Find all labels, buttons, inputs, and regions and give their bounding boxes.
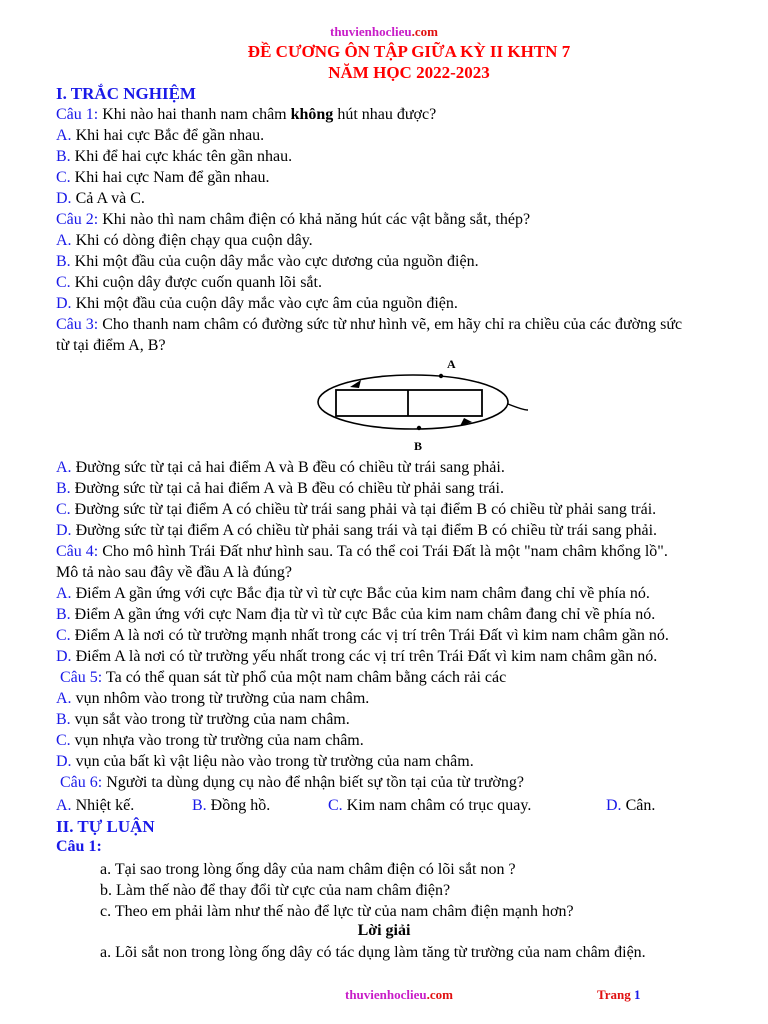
question-4-cont: Mô tả nào sau đây về đầu A là đúng? <box>56 564 292 581</box>
option-text: Điểm A là nơi có từ trường mạnh nhất trong các vị trí trên Trái Đất vì kim nam châm gần nó. <box>70 627 669 644</box>
option-text: Đường sức từ tại điểm A có chiều từ trái sang phải và tại điểm B có chiều từ phải sang trái. <box>70 501 657 518</box>
option <box>56 500 656 520</box>
option-key: B. <box>56 253 71 270</box>
essay-question-1-label: Câu 1: <box>56 838 102 855</box>
question-3 <box>56 315 682 335</box>
question-emphasis: không <box>290 106 334 123</box>
option-key: A. <box>56 127 72 144</box>
option <box>328 796 531 816</box>
option <box>56 647 657 667</box>
page-word: Trang <box>597 987 631 1002</box>
question-label: Câu 1: <box>56 106 99 123</box>
option <box>56 479 504 499</box>
option-key: B. <box>192 797 207 814</box>
question-label: Câu 2: <box>56 211 99 228</box>
option-text: Khi để hai cực khác tên gần nhau. <box>70 148 293 165</box>
solution-heading: Lời giải <box>357 922 411 939</box>
option-text: Đồng hồ. <box>206 797 271 814</box>
footer-site-name: thuvienhoclieu <box>345 987 427 1002</box>
option-key: C. <box>56 274 71 291</box>
option-text: vụn của bất kì vật liệu nào vào trong từ trường của nam châm. <box>71 753 474 770</box>
section-2-heading: II. TỰ LUẬN <box>56 817 155 836</box>
option <box>56 189 145 209</box>
option-key: A. <box>56 585 72 602</box>
option-key: B. <box>56 711 71 728</box>
option-text: vụn nhôm vào trong từ trường của nam châm. <box>71 690 370 707</box>
option-key: A. <box>56 797 72 814</box>
option-text: Cân. <box>621 797 656 814</box>
question-text: Người ta dùng dụng cụ nào để nhận biết sự tồn tại của từ trường? <box>102 774 524 791</box>
site-name: thuvienhoclieu <box>330 24 412 39</box>
option-text: Cả A và C. <box>71 190 145 207</box>
option-text: Khi hai cực Nam để gần nhau. <box>70 169 270 186</box>
page-num: 1 <box>633 987 641 1002</box>
question-2 <box>56 210 530 230</box>
footer-site <box>345 987 453 1003</box>
option-text: Điểm A gần ứng với cực Nam địa từ vì từ cực Bắc của kim nam châm đang chỉ về phía nó. <box>70 606 656 623</box>
option <box>56 626 669 646</box>
question-label: Câu 4: <box>56 543 99 560</box>
bar-magnet <box>336 390 482 416</box>
option-text: Khi hai cực Bắc để gần nhau. <box>71 127 265 144</box>
question-text: Cho thanh nam châm có đường sức từ như hình vẽ, em hãy chỉ ra chiều của các đường sức <box>98 316 683 333</box>
school-year: NĂM HỌC 2022-2023 <box>328 63 490 82</box>
option <box>56 273 322 293</box>
option <box>56 126 264 146</box>
section-1-heading: I. TRẮC NGHIỆM <box>56 84 196 103</box>
solution-a: a. Lõi sắt non trong lòng ống dây có tác dụng làm tăng từ trường của nam châm điện. <box>100 944 646 961</box>
option <box>56 168 270 188</box>
label-a: A <box>447 357 456 371</box>
option-text: Nhiệt kế. <box>71 797 135 814</box>
label-b: B <box>414 439 423 453</box>
question-label: Câu 5: <box>60 669 103 686</box>
question-text: Khi nào hai thanh nam châm <box>98 106 291 123</box>
option-text: Điểm A gần ứng với cực Bắc địa từ vì từ cực Bắc của kim nam châm đang chỉ về phía nó. <box>71 585 650 602</box>
option-text: Đường sức từ tại điểm A có chiều từ phải sang trái và tại điểm B có chiều từ trái sang phải. <box>71 522 658 539</box>
option-key: A. <box>56 232 72 249</box>
option-text: Đường sức từ tại cả hai điểm A và B đều có chiều từ trái sang phải. <box>71 459 505 476</box>
option <box>56 294 458 314</box>
magnet-field-figure <box>300 352 530 456</box>
question-5 <box>60 668 506 688</box>
option-text: Kim nam châm có trục quay. <box>342 797 532 814</box>
option <box>192 796 270 816</box>
essay-item-a: a. Tại sao trong lòng ống dây của nam châm điện có lõi sắt non ? <box>100 861 516 878</box>
document-title: ĐỀ CƯƠNG ÔN TẬP GIỮA KỲ II KHTN 7 <box>247 42 571 61</box>
option <box>56 605 655 625</box>
page-number <box>597 987 640 1003</box>
option <box>56 796 134 816</box>
option-key: D. <box>56 648 72 665</box>
option-text: vụn sắt vào trong từ trường của nam châm. <box>70 711 350 728</box>
option <box>56 584 650 604</box>
point-a <box>439 374 443 378</box>
option-key: C. <box>56 501 71 518</box>
option <box>56 710 350 730</box>
option-key: D. <box>606 797 622 814</box>
option <box>56 252 479 272</box>
option-key: B. <box>56 148 71 165</box>
site-header <box>0 24 768 40</box>
footer-site-domain: .com <box>426 987 453 1002</box>
question-3-cont: từ tại điểm A, B? <box>56 337 166 354</box>
option-key: D. <box>56 522 72 539</box>
question-6 <box>60 773 524 793</box>
option <box>56 231 313 251</box>
option-key: C. <box>328 797 343 814</box>
field-line-tail <box>508 404 528 410</box>
option <box>56 147 292 167</box>
option-text: Đường sức từ tại cả hai điểm A và B đều có chiều từ phải sang trái. <box>70 480 504 497</box>
option-key: A. <box>56 690 72 707</box>
option-text: Điểm A là nơi có từ trường yếu nhất trong các vị trí trên Trái Đất vì kim nam châm gần nó. <box>71 648 658 665</box>
question-4 <box>56 542 668 562</box>
option-key: C. <box>56 627 71 644</box>
option <box>56 458 505 478</box>
question-text: hút nhau được? <box>333 106 437 123</box>
question-1 <box>56 105 436 125</box>
question-text: Cho mô hình Trái Đất như hình sau. Ta có thể coi Trái Đất là một "nam châm khổng lồ". <box>98 543 668 560</box>
option-key: D. <box>56 753 72 770</box>
option <box>56 752 474 772</box>
question-label: Câu 3: <box>56 316 99 333</box>
essay-item-b: b. Làm thế nào để thay đổi từ cực của nam châm điện? <box>100 882 451 899</box>
question-text: Khi nào thì nam châm điện có khả năng hút các vật bằng sắt, thép? <box>98 211 531 228</box>
option-key: C. <box>56 169 71 186</box>
question-text: Ta có thể quan sát từ phổ của một nam châm bằng cách rải các <box>102 669 507 686</box>
option-text: Khi cuộn dây được cuốn quanh lõi sắt. <box>70 274 322 291</box>
option-key: B. <box>56 606 71 623</box>
option-key: D. <box>56 295 72 312</box>
question-label: Câu 6: <box>60 774 103 791</box>
option-text: Khi một đầu của cuộn dây mắc vào cực dương của nguồn điện. <box>70 253 479 270</box>
essay-item-c: c. Theo em phải làm như thế nào để lực từ của nam châm điện mạnh hơn? <box>100 903 574 920</box>
option <box>56 731 364 751</box>
option-text: Khi một đầu của cuộn dây mắc vào cực âm của nguồn điện. <box>71 295 458 312</box>
option-key: C. <box>56 732 71 749</box>
option-text: vụn nhựa vào trong từ trường của nam châm. <box>70 732 364 749</box>
option-key: A. <box>56 459 72 476</box>
option <box>56 689 369 709</box>
option-text: Khi có dòng điện chạy qua cuộn dây. <box>71 232 313 249</box>
option-key: D. <box>56 190 72 207</box>
option <box>606 796 655 816</box>
option-key: B. <box>56 480 71 497</box>
point-b <box>417 426 421 430</box>
option <box>56 521 657 541</box>
site-domain: .com <box>411 24 438 39</box>
